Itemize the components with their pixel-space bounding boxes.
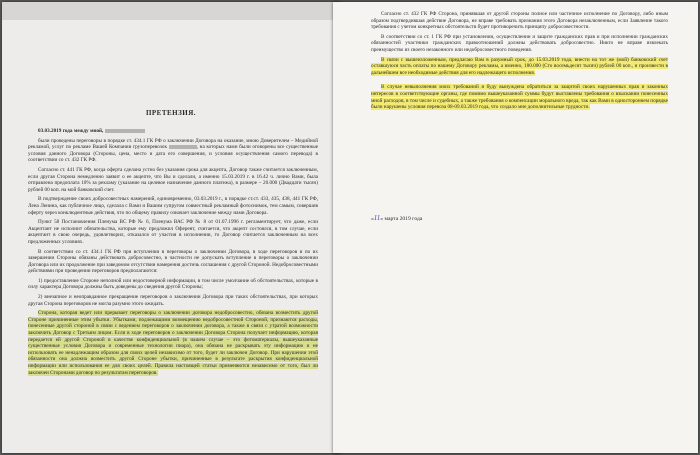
paragraph: В соответствии со ст. 434.1 ГК РФ при вступлении в переговоры о заключении Договора, в ходе переговоров и по их завершении Стороны обязаны действовать добросовестно, в частности не допускать вступление в переговоры о заключении Договора или их продолжение при заведомом отсутствии намерения достичь соглашения с другой Стороной. Недобросовестными действиями при проведении переговоров предполагаются: (28, 248, 318, 275)
paragraph: В подтверждение своих добросовестных намерений, единовременно, 03.03.2019 г., в порядке ст.ст. 433, 435, 438, 441 ГК РФ, Лена Ленина, как публичное лицо, сделала с Вами и Вашим супругом совместный рекламный фотоснимок, тем самым, совершив оферту через конклюдентные действия, что по общему правилу означает заключение между нами Договора. (28, 196, 318, 216)
handwritten-day: 11 (373, 214, 381, 222)
paragraph: В соответствии со ст. 1 ГК РФ при установлении, осуществлении и защите гражданских прав и при исполнении гражданских обязанностей участники гражданских правоотношений должны действовать добросовестно. Никто не вправе извлекать преимущество из своего незаконного или недобросовестного поведения. (371, 33, 668, 53)
paragraph: 03.03.2019 года между мной, (28, 128, 318, 135)
document-page-right (333, 2, 698, 453)
paragraph-highlighted: Сторона, которая ведет или прерывает переговоры о заключении договора недобросовестно, обязана возместить другой Стороне причиненные этим убытки. Убытками, подлежащими возмещению недобросовестной Стороной, признаются расходы, понесенные другой стороной в связи с ведением переговоров о заключении договора, а также в связи с утратой возможности заключить Договор с Третьим лицом. Если в ходе переговоров о заключении Договора Сторона получает информацию, которая передается ей другой Стороной в качестве конфиденциальной (в нашем случае – это фотоматериалы, вышеуказанные существенные условия Договора и современные технологии пиара), она обязана не раскрывать эту информацию и не использовать ее ненадлежащим образом для своих целей независимо от того, будет ли заключен Договор. При нарушении этой обязанности она должна возместить другой Стороне убытки, причиненные в результате раскрытия конфиденциальной информации или использования ее для своих целей. Правила настоящей статьи применяются независимо от того, был ли заключен Сторонами договор по результатам переговоров. (28, 310, 318, 376)
page-header-scan-strip (2, 2, 340, 20)
right-page-body (371, 11, 668, 114)
redacted-name (105, 129, 145, 133)
paragraph: 2) внезапное и неоправданное прекращение переговоров о заключении Договора при таких обстоятельствах, при которых другая Сторона переговоров не могла разумно этого ожидать. (28, 294, 318, 307)
paragraph: Согласно ст. 441 ГК РФ, когда оферта сделана устно без указания срока для акцепта, Договор также считается заключенным, если другая Сторона немедленно заявит о ее акцепте, что Вы и сделали, а именно 15.03.2019 г. в 16.42 ч. лично Вами, была отправлена предоплата 10% за рекламу (указание на целевое назначение данного платежа), в размере – 20.000 (Двадцати тысяч) рублей 00 коп. на мой банковский счет. (28, 166, 318, 193)
paragraph-highlighted: В связи с вышеизложенным, предлагаю Вам в разумный срок, до 15.03.2019 года, внести на тот же (мой) банковский счет оставшуюся часть оплаты по нашему Договору рекламы, а именно, 180.000 (Сто восемьдесят тысяч) рублей 00 коп., и произвести в дальнейшем все необходимые действия для его надлежащего исполнения. (371, 56, 668, 76)
left-page-body (28, 128, 318, 379)
claim-title: ПРЕТЕНЗИЯ. (145, 109, 197, 117)
paragraph: Пункт 58 Постановления Пленума ВС РФ № 6, Пленума ВАС РФ № 8 от 01.07.1996 г. регламентирует, что даже, если Акцептант не исполнит обязательства, которые ему предложил Оферент, считается, что акцепт состоялся, в том случае, если акцептант в свою очередь, удовлетворил, отказался от участия в исполнении, то Договор считается заключенным на всех предложенных условиях. (28, 219, 318, 245)
document-page-left (2, 2, 340, 453)
paragraph: были проведены переговоры в порядке ст. 434.1 ГК РФ о заключении Договора на оказание, мною Доверителем – Медийной рекламой, услуг по рекламе Вашей Компании грузоперевозок , на которых нами были оговорены все существенные условия данного Договора (Стороны, цена, место и дата его совершения, и условия осуществления самого перевода) в соответствии со ст. 432 ГК РФ. (28, 137, 319, 164)
paragraph: 1) предоставление Стороне неполной или недостоверной информации, в том числе умолчание об обстоятельствах, которые в силу характера Договора должны быть доведены до сведения другой Стороны; (28, 277, 318, 291)
paragraph: Согласно ст. 432 ГК РФ Сторона, принявшая от другой стороны полное или частичное исполнение по Договору, либо иным образом подтвердившая действие Договора, не вправе требовать признания этого Договора незаключенным, если Заявление такого требования с учетом конкретных обстоятельств будет противоречить принципу добросовестности. (371, 11, 668, 31)
signature-date: «11» марта 2019 года (371, 214, 423, 222)
paragraph-highlighted: В случае невыполнения моих требований я буду вынуждена обратиться за защитой своих нарушенных прав и законных интересов в соответствующие органы, где помимо вышеуказанной суммы будут выставлены требования о взыскании понесенных мной расходов, в том числе и судебных, а также требования о компенсации морального вреда, так как Вами в одностороннем порядке были нарушены условия перевоза 08-09.03.2019 года, что создало мне дополнительные трудности. (371, 84, 668, 111)
redacted-name (169, 145, 197, 149)
